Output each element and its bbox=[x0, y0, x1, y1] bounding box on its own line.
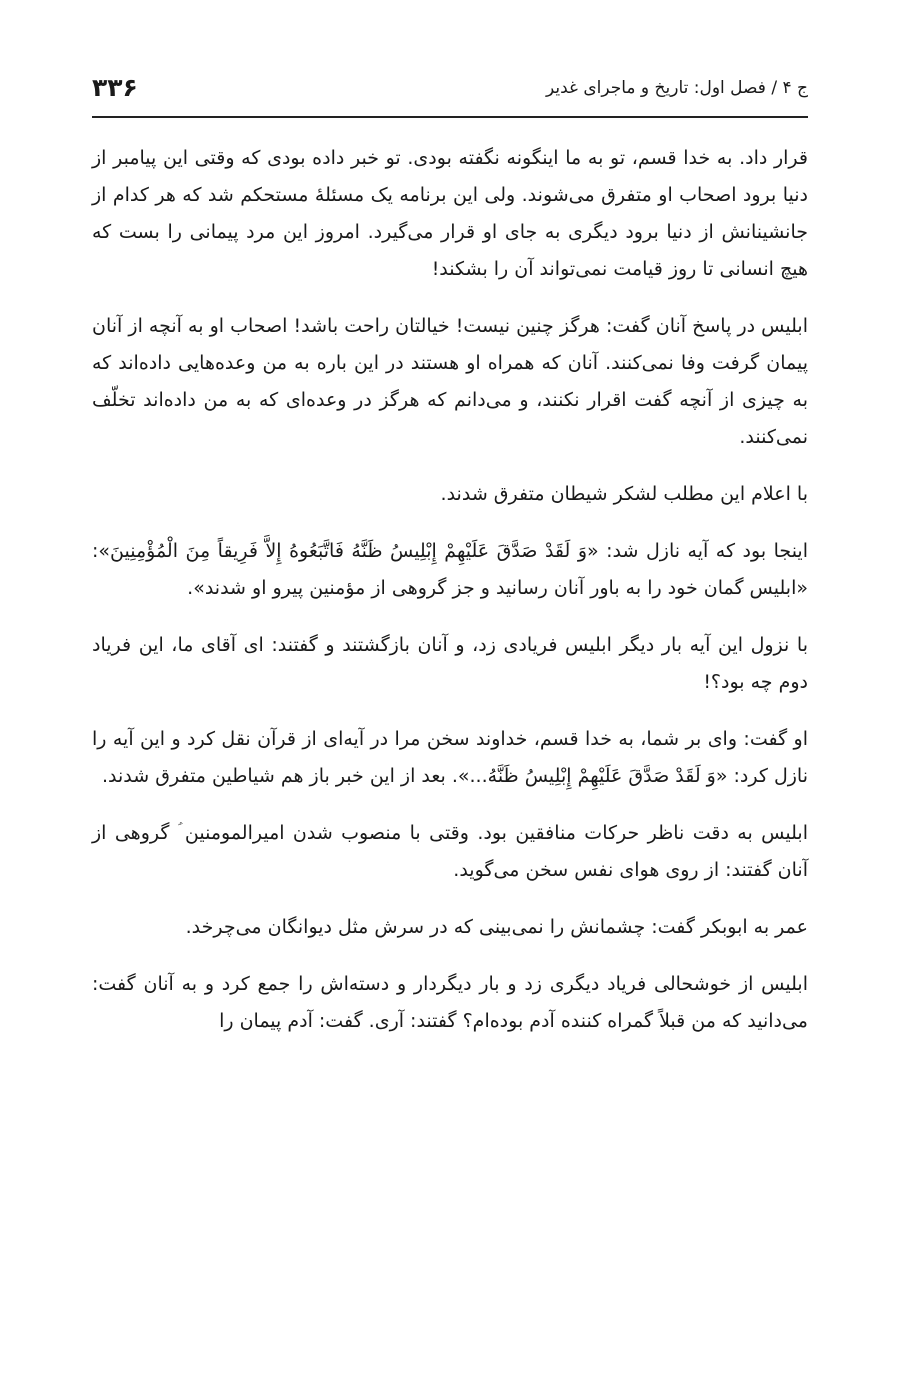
paragraph: اینجا بود که آیه نازل شد: «وَ لَقَدْ صَدَّقَ عَلَيْهِمْ إِبْلِيسُ ظَنَّهُ فَاتَّبَعُوهُ إِلاَّ فَرِيقاً مِنَ الْمُؤْمِنِينَ»: «ابلیس گمان خود را به باور آنان رسانید و جز گروهی از مؤمنین پیرو او شدند». bbox=[92, 540, 808, 599]
book-page bbox=[92, 0, 808, 1390]
header-divider bbox=[92, 116, 808, 118]
paragraph: ابلیس به دقت ناظر حرکات منافقین بود. وقتی با منصوب شدن امیرالمومنین ؑ گروهی از آنان گفتند: از روی هوای نفس سخن می‌گوید. bbox=[92, 822, 808, 881]
body-text bbox=[92, 140, 808, 1060]
paragraph: ابلیس در پاسخ آنان گفت: هرگز چنین نیست! خیالتان راحت باشد! اصحاب او به آنچه از آنان پیمان گرفت وفا نمی‌کنند. آنان که همراه او هستند در این باره به من وعده‌هایی داده‌اند که به چیزی از آنچه گفت اقرار نکنند، و می‌دانم که هرگز در وعده‌ای که به من داده‌اند تخلّف نمی‌کنند. bbox=[92, 315, 808, 448]
paragraph: ابلیس از خوشحالی فریاد دیگری زد و بار دیگردار و دسته‌اش را جمع کرد و به آنان گفت: می‌دانید که من قبلاً گمراه کننده آدم بوده‌ام؟ گفتند: آری. گفت: آدم پیمان را bbox=[92, 973, 808, 1032]
page-number: ۳۳۶ bbox=[92, 73, 138, 102]
paragraph: عمر به ابوبکر گفت: چشمانش را نمی‌بینی که در سرش مثل دیوانگان می‌چرخد. bbox=[185, 916, 808, 938]
paragraph: با نزول این آیه بار دیگر ابلیس فریادی زد، و آنان بازگشتند و گفتند: ای آقای ما، این فریاد دوم چه بود؟! bbox=[92, 634, 808, 693]
paragraph: او گفت: وای بر شما، به خدا قسم، خداوند سخن مرا در آیه‌ای از قرآن نقل کرد و این آیه را نازل کرد: «وَ لَقَدْ صَدَّقَ عَلَيْهِمْ إِبْلِيسُ ظَنَّهُ...». بعد از این خبر باز هم شیاطین متفرق شدند. bbox=[92, 728, 808, 787]
paragraph: با اعلام این مطلب لشکر شیطان متفرق شدند. bbox=[440, 483, 808, 505]
paragraph: قرار داد. به خدا قسم، تو به ما اینگونه نگفته بودی. تو خبر داده بودی که وقتی این پیامبر از دنیا برود اصحاب او متفرق می‌شوند. ولی این برنامه یک مسئلهٔ مستحکم شد که هر کدام از جانشینانش از دنیا برود دیگری به جای او قرار می‌گیرد. امروز این مرد پیمانی را بست که هیچ انسانی تا روز قیامت نمی‌تواند آن را بشکند! bbox=[92, 147, 808, 280]
page-header bbox=[92, 70, 808, 106]
running-head: ج ۴ / فصل اول: تاریخ و ماجرای غدیر bbox=[545, 78, 808, 98]
